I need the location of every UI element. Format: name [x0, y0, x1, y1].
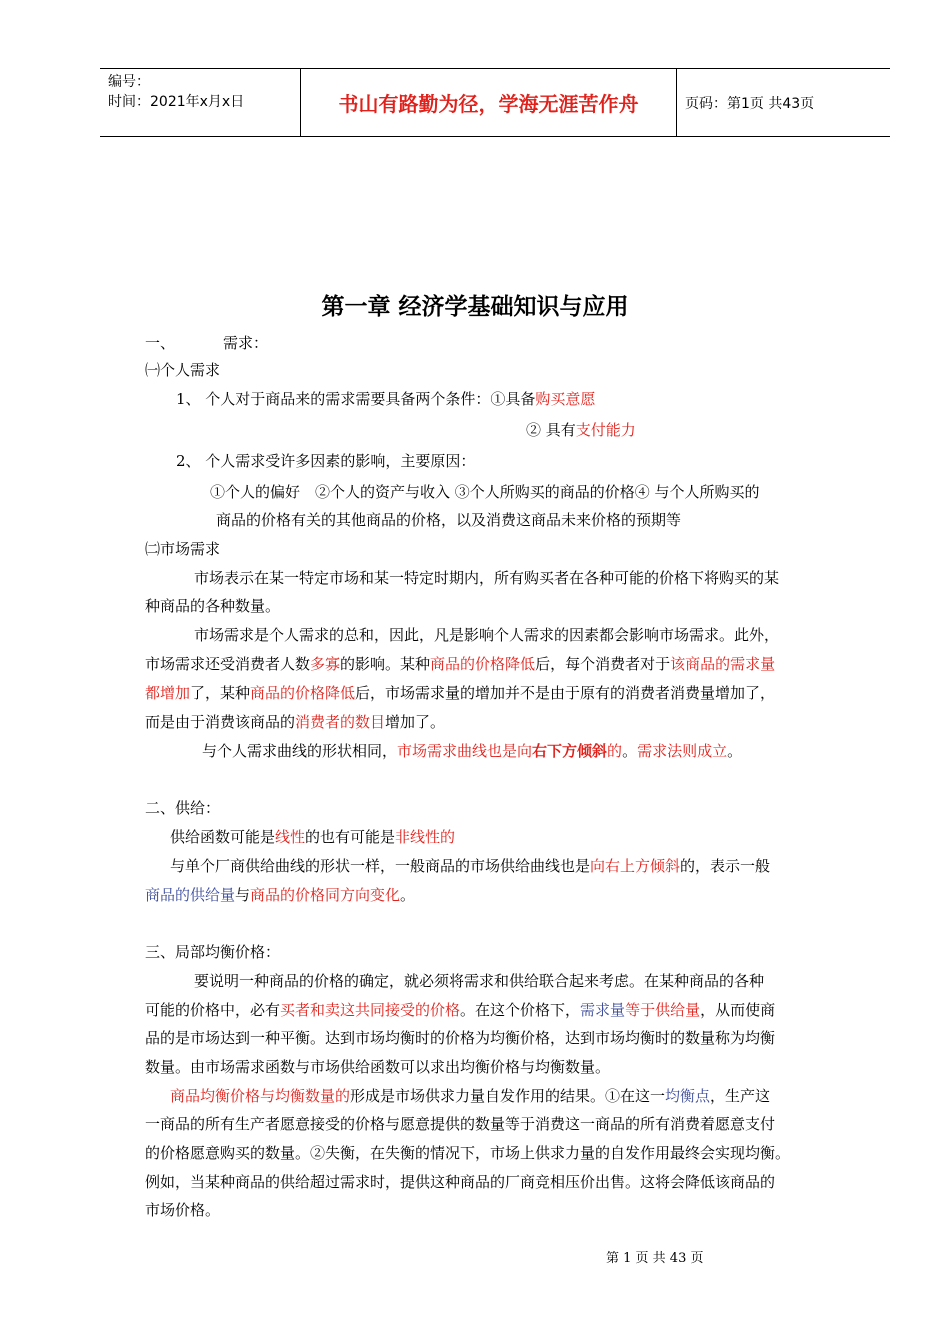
hl-blue: 均衡点	[665, 1087, 711, 1105]
header-page-code: 页码：第1页 共43页	[685, 95, 815, 112]
t: 后，市场需求量的增加并不是由于原有的消费者消费量增加了，	[355, 684, 776, 702]
page-footer	[0, 1247, 950, 1266]
t: 。	[622, 742, 638, 760]
hl: 多寡	[310, 655, 341, 673]
eq-para2-line3: 的价格愿意购买的数量。②失衡，在失衡的情况下，市场上供求力量的自发作用最终会实现均衡。	[145, 1144, 791, 1162]
eq-para1-line2	[145, 1000, 775, 1020]
para3	[202, 741, 742, 761]
eq-para1-line3: 品的是市场达到一种平衡。达到市场均衡时的价格为均衡价格，达到市场均衡时的数量称为均衡	[145, 1029, 776, 1047]
t: 。	[727, 742, 743, 760]
t: ，生产这	[710, 1087, 771, 1105]
factors-line1: ①个人的偏好 ②个人的资产与收入 ③个人所购买的商品的价格④ 与个人所购买的	[210, 483, 760, 501]
t: 了，某种	[190, 684, 251, 702]
subheading-market-demand: ㈡市场需求	[145, 540, 221, 558]
hl: 等于供给量	[625, 1001, 701, 1019]
hl: 市场需求曲线也是向	[397, 742, 533, 760]
item1-text: 1、 个人对于商品来的需求需要具备两个条件：①具备	[176, 390, 536, 408]
section1-heading	[145, 333, 268, 353]
eq-para2-line4: 例如，当某种商品的供给超过需求时，提供这种商品的厂商竞相压价出售。这将会降低该商品的	[145, 1173, 776, 1191]
eq-para1-line1: 要说明一种商品的价格的确定，就必须将需求和供给联合起来考虑。在某种商品的各种	[194, 972, 765, 990]
hl: 买者和卖这共同接受的价格	[280, 1001, 461, 1019]
t: 的影响。某种	[340, 655, 431, 673]
hl: 商品的价格同方向变化	[250, 886, 401, 904]
supply-line3	[145, 885, 415, 905]
header-meta	[100, 69, 301, 136]
t: 增加了。	[385, 713, 446, 731]
section2-heading: 二、供给：	[145, 799, 221, 817]
t: 与单个厂商供给曲线的形状一样，一般商品的市场供给曲线也是	[170, 857, 591, 875]
section1-label: 需求：	[223, 334, 269, 352]
para1-line2: 种商品的各种数量。	[145, 597, 281, 615]
item1-highlight: 购买意愿	[535, 390, 596, 408]
hl: 都增加	[145, 684, 191, 702]
section1-num: 一、	[145, 334, 176, 352]
para1-line1: 市场表示在某一特定市场和某一特定时期内，所有购买者在各种可能的价格下将购买的某	[194, 569, 780, 587]
supply-line2	[170, 856, 770, 876]
item2: 2、 个人需求受许多因素的影响，主要原因：	[176, 452, 476, 470]
section3-heading: 三、局部均衡价格：	[145, 943, 281, 961]
hl: 该商品的需求量	[670, 655, 776, 673]
eq-para2-line5: 市场价格。	[145, 1201, 221, 1219]
t: 。在这个价格下，	[460, 1001, 581, 1019]
t: 市场需求还受消费者人数	[145, 655, 311, 673]
t: 可能的价格中，必有	[145, 1001, 281, 1019]
number-label: 编号：	[108, 74, 150, 90]
footer-text: 第 1 页 共 43 页	[606, 1251, 704, 1266]
t: 与个人需求曲线的形状相同，	[202, 742, 398, 760]
hl: 的	[607, 742, 623, 760]
t: 。	[400, 886, 416, 904]
hl: 商品的价格降低	[250, 684, 356, 702]
subheading-individual-demand: ㈠个人需求	[145, 361, 221, 379]
supply-line1	[170, 827, 455, 847]
t: 的也有可能是	[305, 828, 396, 846]
hl-bold: 右下方倾斜	[532, 742, 608, 760]
t: 与	[235, 886, 251, 904]
hl: 非线性的	[395, 828, 456, 846]
header-table	[100, 68, 890, 137]
t: 的，表示一般	[680, 857, 771, 875]
hl: 向右上方倾斜	[590, 857, 681, 875]
item1b-text: ② 具有	[526, 421, 576, 439]
hl-blue: 需求量	[580, 1001, 626, 1019]
t: 而是由于消费该商品的	[145, 713, 296, 731]
t: 后，每个消费者对于	[535, 655, 671, 673]
eq-para1-line4: 数量。由市场需求函数与市场供给函数可以求出均衡价格与均衡数量。	[145, 1058, 611, 1076]
hl: 需求法则成立	[637, 742, 728, 760]
para2-line3	[145, 683, 775, 703]
hl: 消费者的数目	[295, 713, 386, 731]
t: 形成是市场供求力量自发作用的结果。①在这一	[350, 1087, 666, 1105]
t: 供给函数可能是	[170, 828, 276, 846]
factors-line2: 商品的价格有关的其他商品的价格，以及消费这商品未来价格的预期等	[216, 511, 682, 529]
para2-line1: 市场需求是个人需求的总和，因此，凡是影响个人需求的因素都会影响市场需求。此外，	[194, 626, 780, 644]
header-motto: 书山有路勤为径，学海无涯苦作舟	[301, 69, 677, 136]
item1b-highlight: 支付能力	[575, 421, 636, 439]
item1b	[526, 420, 636, 440]
para2-line4	[145, 712, 445, 732]
item1	[176, 389, 595, 409]
chapter-title: 第一章 经济学基础知识与应用	[321, 294, 629, 320]
time-label: 时间：2021年x月x日	[108, 94, 245, 110]
hl: 商品的价格降低	[430, 655, 536, 673]
eq-para2-line2: 一商品的所有生产者愿意接受的价格与愿意提供的数量等于消费这一商品的所有消费着愿意支付	[145, 1115, 776, 1133]
para2-line2	[145, 654, 775, 674]
t: ，从而使商	[700, 1001, 776, 1019]
hl: 商品均衡价格与均衡数量的	[170, 1087, 351, 1105]
hl: 线性	[275, 828, 306, 846]
hl-blue: 商品的供给量	[145, 886, 236, 904]
eq-para2-line1	[170, 1086, 770, 1106]
